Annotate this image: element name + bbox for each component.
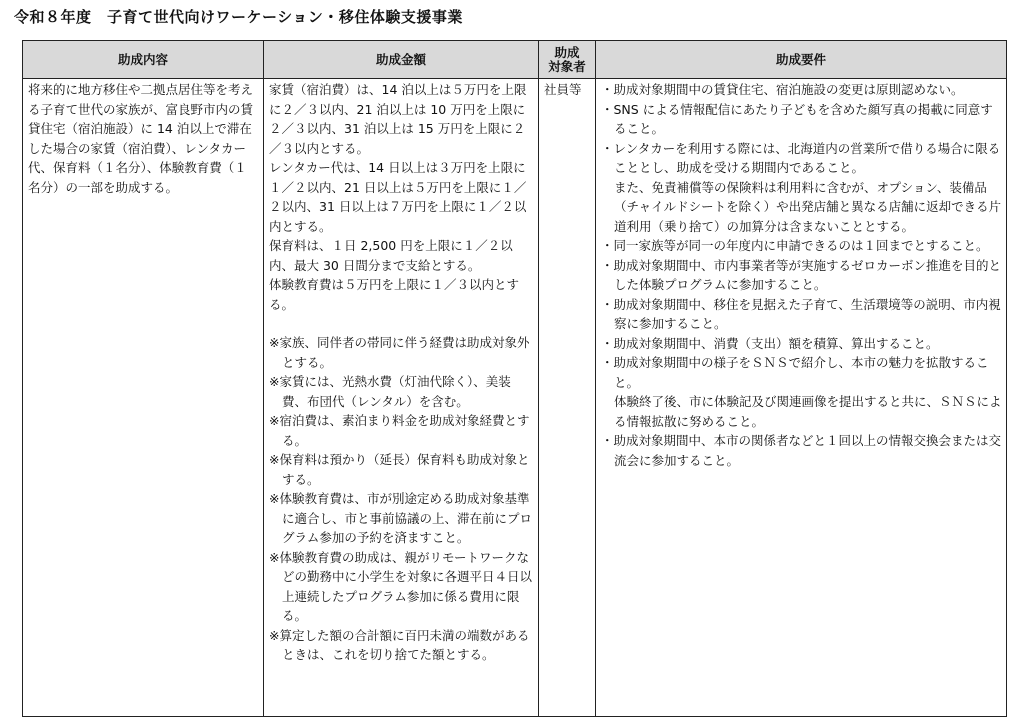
- header-amount: 助成金額: [264, 41, 539, 79]
- requirements-cell: [596, 79, 1007, 717]
- requirement-item: ・助成対象期間中、市内事業者等が実施するゼロカーボン推進を目的とした体験プログラムに参加すること。: [601, 257, 1002, 292]
- amount-note: ※体験教育費の助成は、親がリモートワークなどの勤務中に小学生を対象に各週平日４日以上連続したプログラム参加に係る費用に限る。: [269, 549, 533, 623]
- amount-paragraph: レンタカー代は、14 日以上は３万円を上限に１／２以内、21 日以上は５万円を上限に１／２以内、31 日以上は７万円を上限に１／２以内とする。: [269, 160, 527, 234]
- header-content: 助成内容: [23, 41, 264, 79]
- page-title: 令和８年度 子育て世代向けワーケーション・移住体験支援事業: [14, 8, 463, 26]
- amount-note: ※家族、同伴者の帯同に伴う経費は助成対象外とする。: [269, 335, 530, 370]
- requirement-continuation: 体験終了後、市に体験記及び関連画像を提出すると共に、ＳＮＳによる情報拡散に努めること。: [614, 394, 1002, 429]
- header-target-line2: 対象者: [548, 58, 586, 74]
- requirement-item: ・助成対象期間中の様子をＳＮＳで紹介し、本市の魅力を拡散すること。: [601, 355, 989, 390]
- requirement-item: ・助成対象期間中、移住を見据えた子育て、生活環境等の説明、市内視察に参加すること。: [601, 296, 1001, 331]
- amount-paragraph: 体験教育費は５万円を上限に１／３以内とする。: [269, 277, 520, 312]
- content-cell: [23, 79, 264, 717]
- amount-note: ※算定した額の合計額に百円未満の端数があるときは、これを切り捨てた額とする。: [269, 627, 530, 662]
- amount-note: ※体験教育費は、市が別途定める助成対象基準に適合し、市と事前協議の上、滞在前にプログラム参加の予約を済ますこと。: [269, 491, 533, 545]
- amount-paragraph: 家賃（宿泊費）は、14 泊以上は５万円を上限に２／３以内、21 泊以上は 10 万円を上限に２／３以内、31 泊以上は 15 万円を上限に２／３以内とする。: [269, 82, 527, 156]
- spacer: [269, 314, 534, 333]
- amount-paragraph: 保育料は、１日 2,500 円を上限に１／２以内、最大 30 日間分まで支給とする。: [269, 238, 513, 273]
- amount-note: ※家賃には、光熱水費（灯油代除く）、美装費、布団代（レンタル）を含む。: [269, 374, 511, 409]
- amount-note: ※宿泊費は、素泊まり料金を助成対象経費とする。: [269, 413, 530, 448]
- content-text: 将来的に地方移住や二拠点居住等を考える子育て世代の家族が、富良野市内の賃貸住宅（宿泊施設）に 14 泊以上で滞在した場合の家賃（宿泊費）、レンタカー代、保育料（１名分）、体験教育費（１名分）の一部を助成する。: [28, 82, 254, 195]
- requirement-item: ・助成対象期間中、消費（支出）額を積算、算出すること。: [601, 335, 939, 351]
- requirement-continuation: また、免責補償等の保険料は利用料に含むが、オプション、装備品（チャイルドシートを除く）や出発店舗と異なる店舗に返却できる片道利用（乗り捨て）の加算分は含まないこととする。: [614, 179, 1002, 234]
- requirement-item: ・助成対象期間中、本市の関係者などと１回以上の情報交換会または交流会に参加すること。: [601, 433, 1002, 468]
- amount-cell: [264, 79, 539, 717]
- header-target-line1: 助成: [554, 44, 580, 60]
- target-cell: [539, 79, 596, 717]
- body-row: [23, 79, 1007, 717]
- requirement-item: ・助成対象期間中の賃貸住宅、宿泊施設の変更は原則認めない。: [601, 82, 964, 97]
- header-requirements: 助成要件: [596, 41, 1007, 79]
- header-target: [539, 41, 596, 79]
- target-text: 社員等: [544, 82, 582, 97]
- requirement-item: ・SNS による情報配信にあたり子どもを含めた顔写真の掲載に同意すること。: [601, 101, 993, 136]
- amount-note: ※保育料は預かり（延長）保育料も助成対象とする。: [269, 452, 530, 487]
- subsidy-table: [22, 40, 1007, 717]
- requirement-item: ・レンタカーを利用する際には、北海道内の営業所で借りる場合に限ることとし、助成を受ける期間内であること。: [601, 140, 1001, 175]
- requirement-item: ・同一家族等が同一の年度内に申請できるのは１回までとすること。: [601, 238, 989, 253]
- header-row: [23, 41, 1007, 79]
